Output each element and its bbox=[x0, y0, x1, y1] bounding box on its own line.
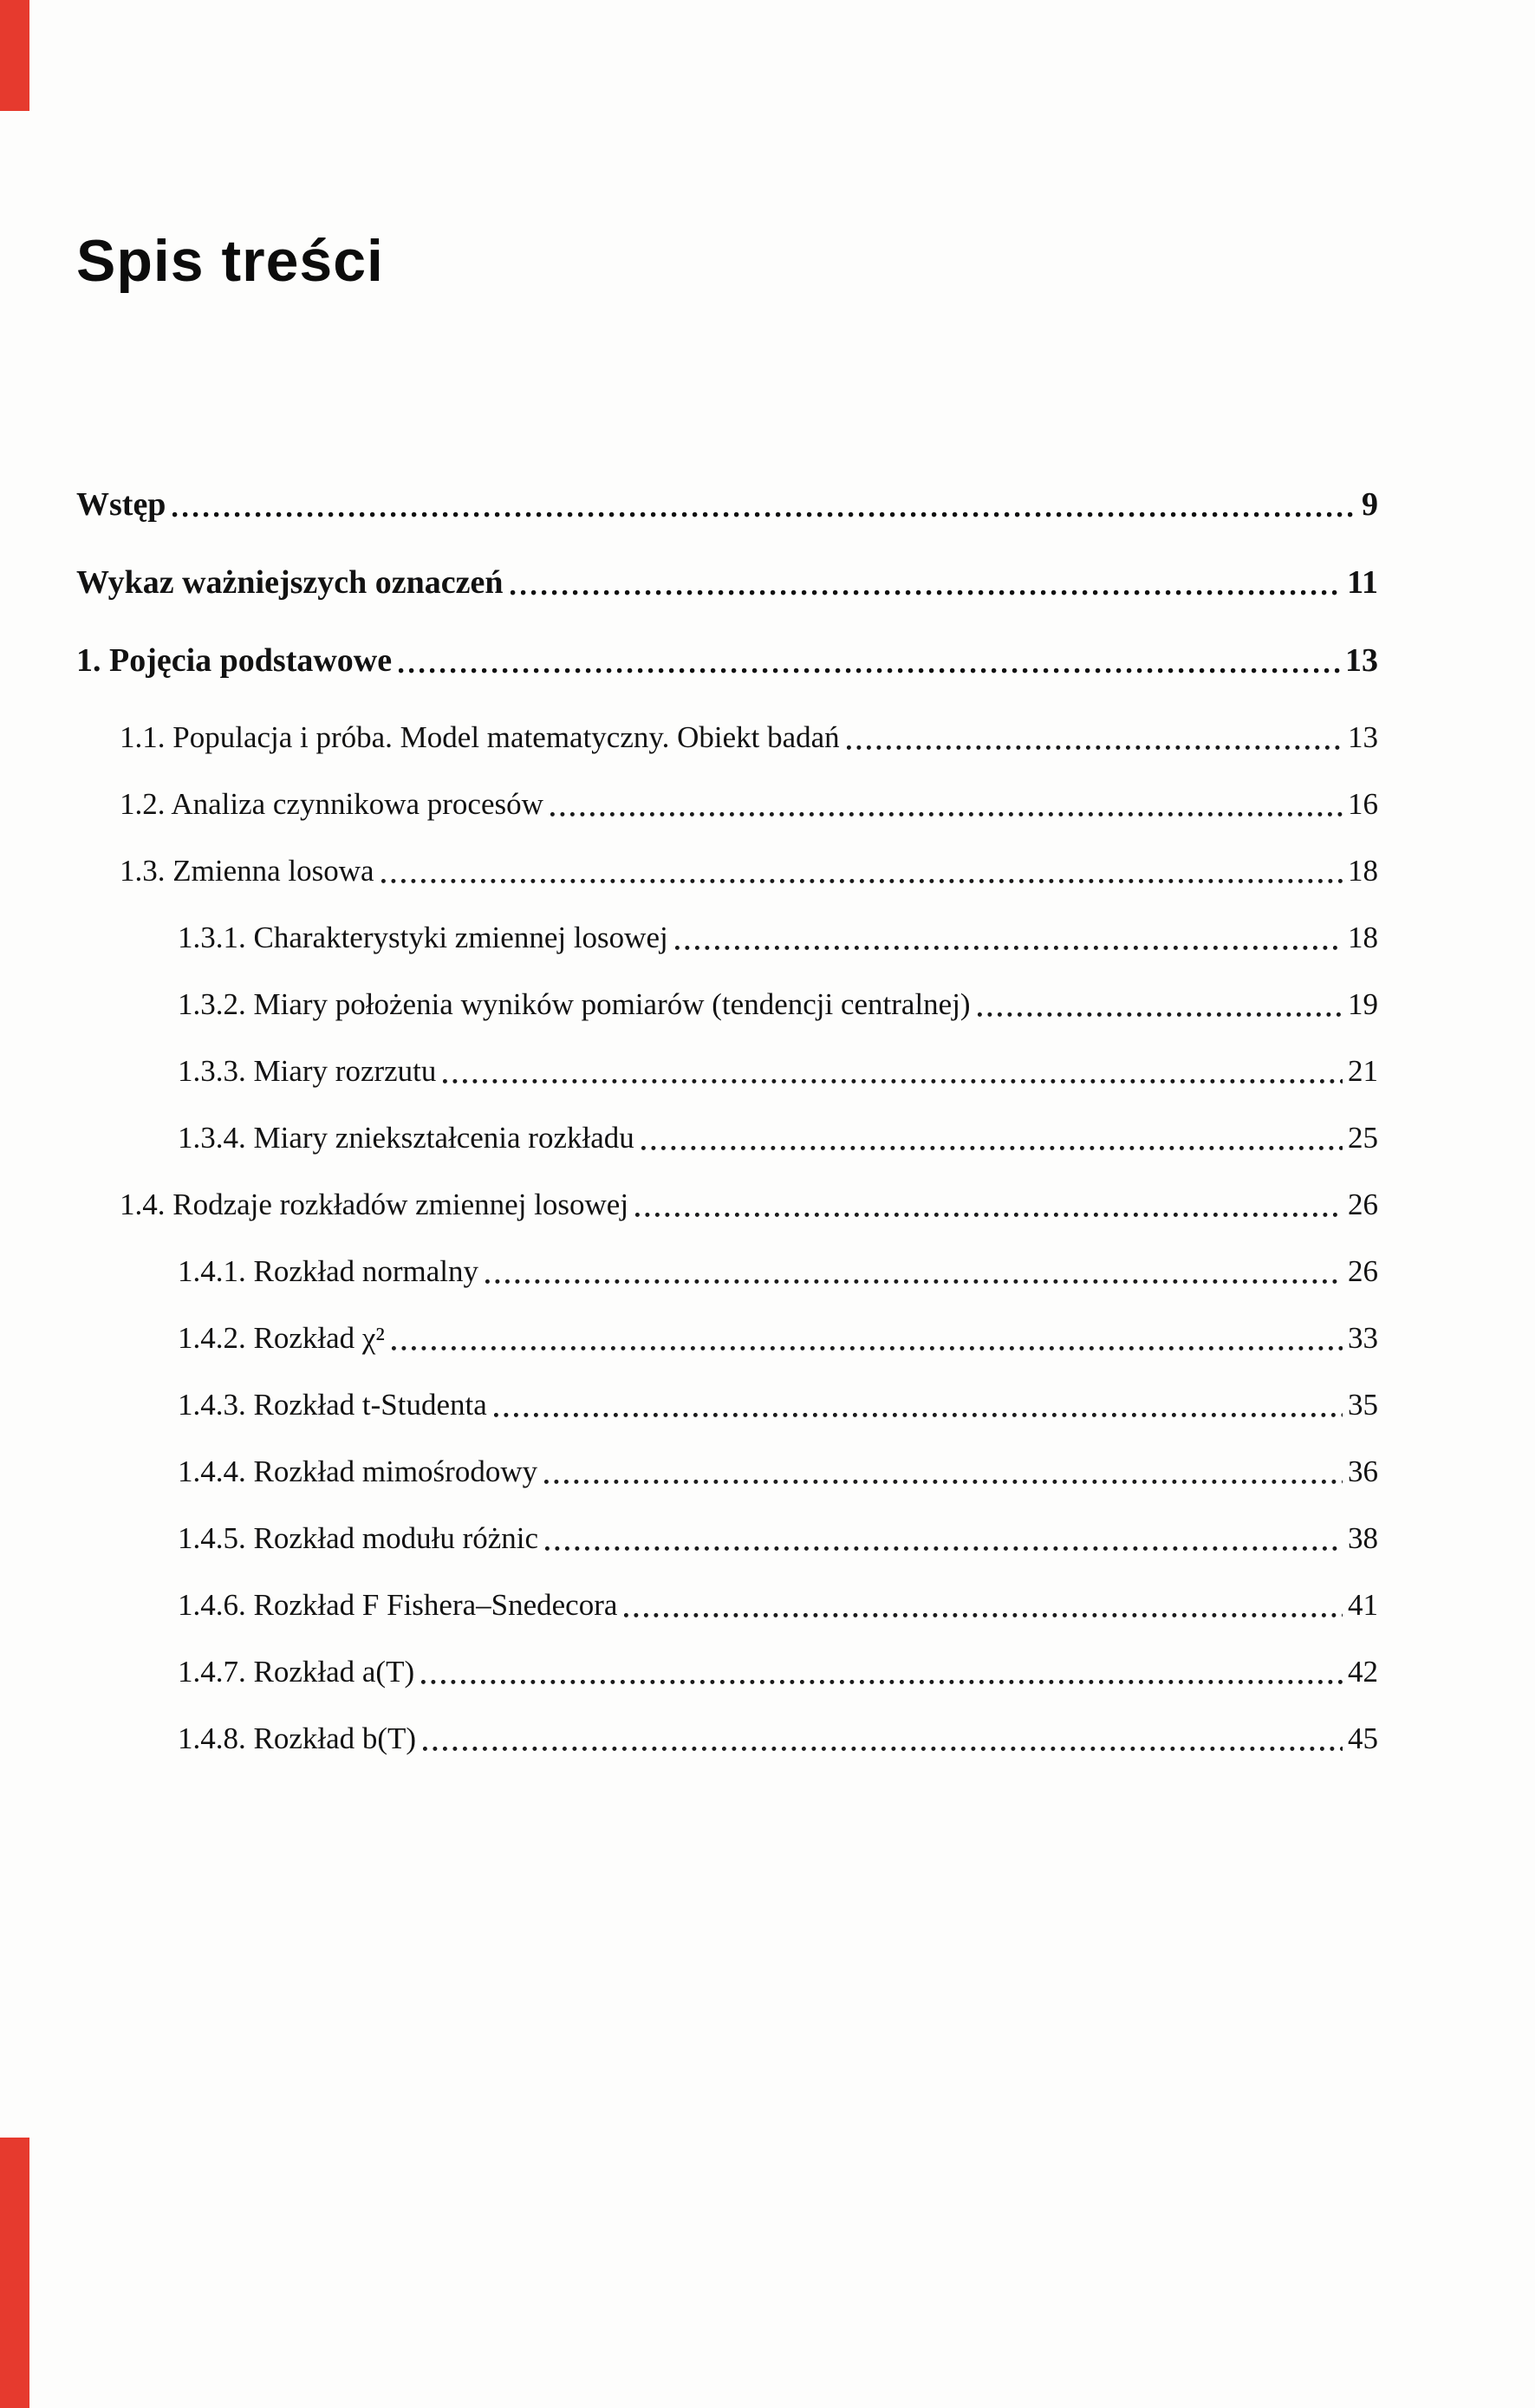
toc-entry-label: 1.3.3. Miary rozrzutu bbox=[178, 1054, 437, 1088]
toc-entry-page: 42 bbox=[1348, 1655, 1378, 1689]
toc-entry-page: 25 bbox=[1348, 1121, 1378, 1155]
toc-entry bbox=[76, 771, 1378, 837]
toc-entry-page: 36 bbox=[1348, 1455, 1378, 1488]
toc-entry-label: 1.4.7. Rozkład a(T) bbox=[178, 1655, 415, 1689]
table-of-contents bbox=[76, 461, 1378, 1772]
dot-leader bbox=[847, 745, 1343, 750]
toc-entry-label: 1.4. Rodzaje rozkładów zmiennej losowej bbox=[120, 1188, 629, 1221]
toc-entry-label: 1.4.3. Rozkład t-Studenta bbox=[178, 1388, 487, 1422]
toc-entry bbox=[76, 1438, 1378, 1505]
dot-leader bbox=[172, 512, 1356, 517]
toc-entry-page: 45 bbox=[1348, 1721, 1378, 1755]
toc-entry-label: Wstęp bbox=[76, 486, 166, 523]
toc-entry bbox=[76, 548, 1378, 617]
toc-entry-label: 1.4.2. Rozkład χ² bbox=[178, 1321, 385, 1355]
toc-entry bbox=[76, 1638, 1378, 1705]
toc-entry-page: 9 bbox=[1362, 486, 1378, 523]
toc-entry-label: 1.4.1. Rozkład normalny bbox=[178, 1254, 479, 1288]
toc-entry-label: 1. Pojęcia podstawowe bbox=[76, 642, 393, 679]
toc-entry-label: Wykaz ważniejszych oznaczeń bbox=[76, 564, 504, 601]
dot-leader bbox=[978, 1012, 1343, 1017]
dot-leader bbox=[399, 668, 1340, 674]
toc-entry-label: 1.3.4. Miary zniekształcenia rozkładu bbox=[178, 1121, 634, 1155]
dot-leader bbox=[421, 1680, 1343, 1684]
toc-entry-label: 1.3. Zmienna losowa bbox=[120, 854, 374, 888]
toc-entry-page: 21 bbox=[1348, 1054, 1378, 1088]
page-title: Spis treści bbox=[76, 228, 384, 294]
dot-leader bbox=[511, 590, 1343, 595]
dot-leader bbox=[624, 1613, 1343, 1617]
toc-entry bbox=[76, 1505, 1378, 1572]
toc-entry bbox=[76, 837, 1378, 904]
toc-entry-page: 18 bbox=[1348, 921, 1378, 954]
toc-entry-page: 16 bbox=[1348, 787, 1378, 821]
toc-entry bbox=[76, 1038, 1378, 1104]
toc-entry-label: 1.2. Analiza czynnikowa procesów bbox=[120, 787, 543, 821]
toc-entry bbox=[76, 1171, 1378, 1238]
toc-entry bbox=[76, 1371, 1378, 1438]
toc-entry-label: 1.3.1. Charakterystyki zmiennej losowej bbox=[178, 921, 668, 954]
dot-leader bbox=[635, 1213, 1343, 1217]
toc-entry-page: 33 bbox=[1348, 1321, 1378, 1355]
toc-entry bbox=[76, 1238, 1378, 1305]
toc-entry-page: 19 bbox=[1348, 987, 1378, 1021]
toc-entry-page: 11 bbox=[1347, 564, 1378, 601]
toc-entry bbox=[76, 971, 1378, 1038]
toc-entry-page: 26 bbox=[1348, 1188, 1378, 1221]
toc-entry-page: 35 bbox=[1348, 1388, 1378, 1422]
toc-entry-label: 1.1. Populacja i próba. Model matematyczny. Obiekt badań bbox=[120, 720, 840, 754]
toc-entry-page: 38 bbox=[1348, 1521, 1378, 1555]
toc-entry-page: 26 bbox=[1348, 1254, 1378, 1288]
toc-entry bbox=[76, 904, 1378, 971]
toc-entry-label: 1.4.8. Rozkład b(T) bbox=[178, 1721, 417, 1755]
toc-entry bbox=[76, 704, 1378, 771]
toc-entry-page: 13 bbox=[1345, 642, 1378, 679]
scan-edge-artifact-bottom bbox=[0, 2138, 29, 2408]
toc-entry-label: 1.4.6. Rozkład F Fishera–Snedecora bbox=[178, 1588, 618, 1622]
toc-entry-page: 41 bbox=[1348, 1588, 1378, 1622]
dot-leader bbox=[485, 1279, 1343, 1284]
dot-leader bbox=[443, 1079, 1343, 1084]
dot-leader bbox=[550, 812, 1343, 817]
toc-entry bbox=[76, 1104, 1378, 1171]
dot-leader bbox=[544, 1480, 1343, 1484]
toc-entry-page: 18 bbox=[1348, 854, 1378, 888]
dot-leader bbox=[381, 879, 1343, 883]
toc-entry bbox=[76, 1705, 1378, 1772]
dot-leader bbox=[641, 1146, 1343, 1150]
toc-entry bbox=[76, 1572, 1378, 1638]
toc-entry-page: 13 bbox=[1348, 720, 1378, 754]
dot-leader bbox=[392, 1346, 1343, 1350]
dot-leader bbox=[545, 1546, 1343, 1551]
toc-entry bbox=[76, 470, 1378, 539]
toc-entry bbox=[76, 1305, 1378, 1371]
toc-entry-label: 1.3.2. Miary położenia wyników pomiarów (tendencji centralnej) bbox=[178, 987, 971, 1021]
toc-entry bbox=[76, 626, 1378, 695]
toc-entry-label: 1.4.5. Rozkład modułu różnic bbox=[178, 1521, 539, 1555]
dot-leader bbox=[675, 946, 1343, 950]
scan-edge-artifact-top bbox=[0, 0, 29, 111]
toc-entry-label: 1.4.4. Rozkład mimośrodowy bbox=[178, 1455, 538, 1488]
dot-leader bbox=[423, 1747, 1343, 1751]
dot-leader bbox=[494, 1413, 1343, 1417]
